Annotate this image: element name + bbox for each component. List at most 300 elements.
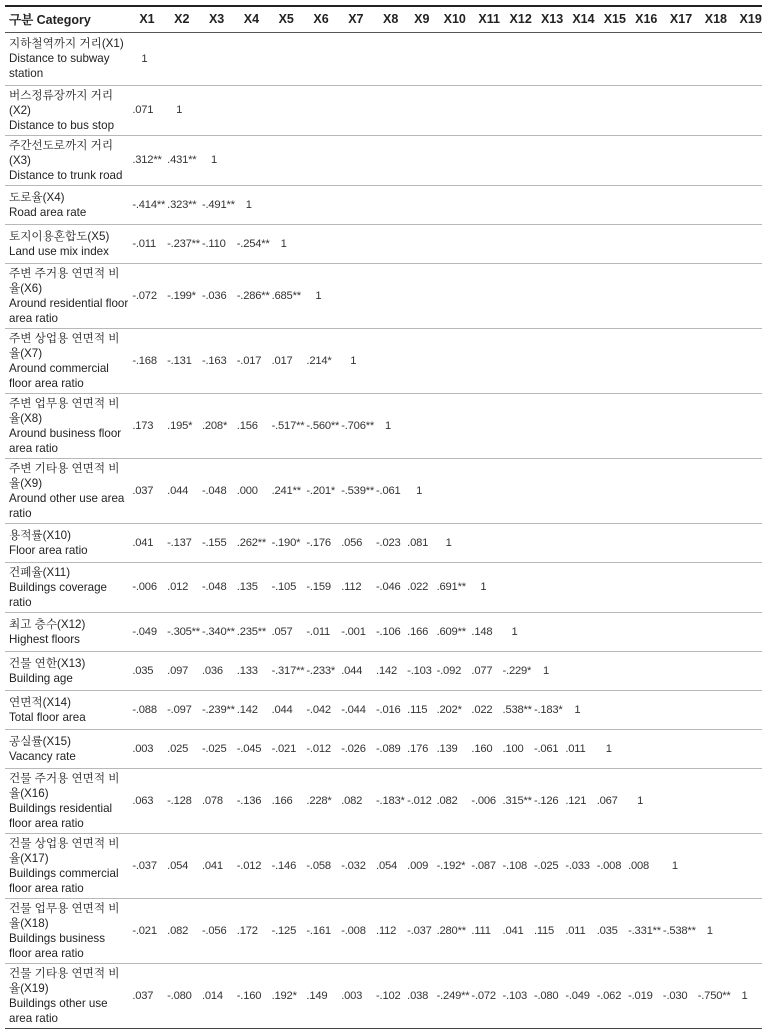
row-label — [5, 458, 130, 523]
table-row — [5, 85, 762, 135]
header-category: 구분 Category — [5, 6, 130, 32]
row-label — [5, 612, 130, 651]
correlation-cell — [661, 612, 696, 651]
correlation-cell — [731, 328, 762, 393]
correlation-cell: .192* — [270, 963, 305, 1028]
correlation-cell: .057 — [270, 612, 305, 651]
header-column: X6 — [304, 6, 339, 32]
correlation-cell — [731, 729, 762, 768]
correlation-cell — [661, 185, 696, 224]
row-label-english: Buildings commercial floor area ratio — [9, 866, 119, 895]
row-label-english: Buildings business floor area ratio — [9, 931, 106, 960]
table-row — [5, 898, 762, 963]
correlation-cell: -.001 — [339, 612, 374, 651]
correlation-cell — [374, 328, 405, 393]
correlation-cell: 1 — [501, 612, 532, 651]
correlation-cell — [501, 185, 532, 224]
header-column: X19 — [731, 6, 762, 32]
correlation-cell — [339, 263, 374, 328]
row-label — [5, 32, 130, 85]
correlation-cell — [661, 393, 696, 458]
correlation-cell — [626, 185, 661, 224]
correlation-table — [5, 5, 762, 1029]
correlation-cell: .082 — [165, 898, 200, 963]
correlation-cell: -.026 — [339, 729, 374, 768]
correlation-cell: .172 — [235, 898, 270, 963]
correlation-cell: -.108 — [501, 833, 532, 898]
table-row — [5, 833, 762, 898]
correlation-cell — [532, 32, 563, 85]
correlation-cell — [626, 729, 661, 768]
correlation-cell — [731, 185, 762, 224]
correlation-cell — [626, 263, 661, 328]
correlation-cell: -.286** — [235, 263, 270, 328]
correlation-cell: -.239** — [200, 690, 235, 729]
correlation-cell: .166 — [405, 612, 434, 651]
correlation-cell: .214* — [304, 328, 339, 393]
row-label-english: Around other use area ratio — [9, 491, 125, 520]
row-label — [5, 135, 130, 185]
correlation-cell: .241** — [270, 458, 305, 523]
correlation-cell — [469, 263, 500, 328]
correlation-cell: .097 — [165, 651, 200, 690]
correlation-cell: .082 — [339, 768, 374, 833]
correlation-cell: -.061 — [374, 458, 405, 523]
correlation-cell — [563, 523, 594, 562]
correlation-cell — [563, 562, 594, 612]
header-column: X14 — [563, 6, 594, 32]
correlation-cell: -.016 — [374, 690, 405, 729]
correlation-cell: -.011 — [130, 224, 165, 263]
correlation-cell: -.080 — [532, 963, 563, 1028]
correlation-cell: -.317** — [270, 651, 305, 690]
correlation-cell: -.168 — [130, 328, 165, 393]
row-label-english: Total floor area — [9, 710, 86, 724]
correlation-cell — [696, 729, 731, 768]
correlation-cell: -.049 — [130, 612, 165, 651]
correlation-cell: -.146 — [270, 833, 305, 898]
correlation-cell — [405, 393, 434, 458]
row-label — [5, 523, 130, 562]
correlation-cell: .082 — [435, 768, 470, 833]
correlation-cell: .017 — [270, 328, 305, 393]
correlation-cell: -.012 — [235, 833, 270, 898]
correlation-cell: 1 — [469, 562, 500, 612]
correlation-cell — [270, 32, 305, 85]
correlation-cell — [235, 32, 270, 85]
correlation-cell — [563, 651, 594, 690]
correlation-cell: 1 — [532, 651, 563, 690]
correlation-cell — [270, 135, 305, 185]
correlation-cell — [532, 263, 563, 328]
correlation-cell: -.042 — [304, 690, 339, 729]
correlation-cell — [501, 458, 532, 523]
correlation-cell: -.340** — [200, 612, 235, 651]
correlation-cell: 1 — [130, 32, 165, 85]
correlation-cell — [405, 328, 434, 393]
correlation-cell — [626, 32, 661, 85]
correlation-cell — [731, 651, 762, 690]
header-column: X10 — [435, 6, 470, 32]
correlation-cell: -.058 — [304, 833, 339, 898]
correlation-cell: 1 — [339, 328, 374, 393]
correlation-cell — [435, 263, 470, 328]
correlation-cell — [731, 224, 762, 263]
correlation-cell — [696, 458, 731, 523]
correlation-cell — [626, 562, 661, 612]
row-label — [5, 393, 130, 458]
row-label-english: Floor area ratio — [9, 543, 88, 557]
correlation-cell: -.106 — [374, 612, 405, 651]
correlation-cell — [661, 32, 696, 85]
correlation-cell: -.097 — [165, 690, 200, 729]
correlation-cell — [595, 32, 626, 85]
correlation-cell: 1 — [270, 224, 305, 263]
correlation-cell: .202* — [435, 690, 470, 729]
correlation-cell — [595, 135, 626, 185]
correlation-cell — [435, 85, 470, 135]
correlation-cell — [405, 263, 434, 328]
table-row — [5, 729, 762, 768]
correlation-cell — [563, 135, 594, 185]
correlation-cell: .111 — [469, 898, 500, 963]
correlation-cell: -.049 — [563, 963, 594, 1028]
correlation-cell — [661, 85, 696, 135]
correlation-cell: -.011 — [304, 612, 339, 651]
row-label — [5, 898, 130, 963]
correlation-cell — [595, 85, 626, 135]
correlation-cell — [626, 328, 661, 393]
correlation-cell — [270, 85, 305, 135]
header-column: X16 — [626, 6, 661, 32]
correlation-cell — [731, 768, 762, 833]
correlation-cell — [563, 224, 594, 263]
correlation-cell — [165, 32, 200, 85]
correlation-cell: -.517** — [270, 393, 305, 458]
correlation-cell: .009 — [405, 833, 434, 898]
row-label-korean: 건물 연한(X13) — [9, 656, 86, 670]
correlation-cell: .044 — [165, 458, 200, 523]
correlation-cell: -.036 — [200, 263, 235, 328]
correlation-cell: .142 — [374, 651, 405, 690]
correlation-cell: .312** — [130, 135, 165, 185]
row-label-english: Around business floor area ratio — [9, 426, 122, 455]
correlation-cell: -.249** — [435, 963, 470, 1028]
correlation-cell — [626, 85, 661, 135]
correlation-cell — [532, 523, 563, 562]
correlation-cell — [469, 393, 500, 458]
correlation-cell: -.012 — [304, 729, 339, 768]
correlation-cell: .044 — [339, 651, 374, 690]
correlation-cell — [405, 85, 434, 135]
correlation-cell: -.019 — [626, 963, 661, 1028]
row-label — [5, 833, 130, 898]
header-column: X4 — [235, 6, 270, 32]
correlation-cell: .112 — [374, 898, 405, 963]
correlation-cell: .037 — [130, 963, 165, 1028]
correlation-cell — [374, 263, 405, 328]
correlation-cell — [661, 562, 696, 612]
correlation-cell: -.006 — [469, 768, 500, 833]
correlation-cell — [731, 898, 762, 963]
correlation-cell: .176 — [405, 729, 434, 768]
row-label — [5, 85, 130, 135]
table-row — [5, 328, 762, 393]
correlation-cell — [696, 768, 731, 833]
correlation-cell — [661, 224, 696, 263]
correlation-cell — [339, 185, 374, 224]
correlation-cell: -.233* — [304, 651, 339, 690]
correlation-cell: -.160 — [235, 963, 270, 1028]
correlation-cell: .280** — [435, 898, 470, 963]
correlation-cell: -.176 — [304, 523, 339, 562]
correlation-cell — [532, 612, 563, 651]
correlation-cell: -.163 — [200, 328, 235, 393]
table-row — [5, 185, 762, 224]
correlation-cell: .228* — [304, 768, 339, 833]
correlation-cell: -.190* — [270, 523, 305, 562]
row-label — [5, 562, 130, 612]
header-column: X11 — [469, 6, 500, 32]
correlation-cell — [435, 224, 470, 263]
header-column: X5 — [270, 6, 305, 32]
header-column: X12 — [501, 6, 532, 32]
row-label-english: Land use mix index — [9, 244, 109, 258]
correlation-cell — [200, 32, 235, 85]
correlation-cell: .115 — [532, 898, 563, 963]
correlation-cell — [595, 263, 626, 328]
correlation-cell — [626, 651, 661, 690]
correlation-cell: -.254** — [235, 224, 270, 263]
correlation-cell: .323** — [165, 185, 200, 224]
correlation-cell — [304, 85, 339, 135]
correlation-cell: -.136 — [235, 768, 270, 833]
correlation-cell: -.048 — [200, 458, 235, 523]
correlation-cell — [235, 135, 270, 185]
correlation-cell: 1 — [374, 393, 405, 458]
correlation-cell: -.192* — [435, 833, 470, 898]
correlation-cell — [731, 85, 762, 135]
correlation-cell: 1 — [661, 833, 696, 898]
correlation-cell: -.012 — [405, 768, 434, 833]
correlation-cell: -.030 — [661, 963, 696, 1028]
correlation-cell: .063 — [130, 768, 165, 833]
row-label — [5, 768, 130, 833]
correlation-cell — [339, 224, 374, 263]
correlation-cell — [469, 32, 500, 85]
correlation-cell — [626, 690, 661, 729]
correlation-cell — [661, 768, 696, 833]
correlation-cell — [696, 393, 731, 458]
header-column: X18 — [696, 6, 731, 32]
correlation-cell — [661, 458, 696, 523]
correlation-cell — [595, 328, 626, 393]
row-label-korean: 연면적(X14) — [9, 695, 71, 709]
correlation-cell — [405, 32, 434, 85]
correlation-cell: 1 — [200, 135, 235, 185]
correlation-cell: .142 — [235, 690, 270, 729]
correlation-cell: 1 — [563, 690, 594, 729]
header-column: X17 — [661, 6, 696, 32]
correlation-cell — [532, 135, 563, 185]
correlation-cell: -.021 — [130, 898, 165, 963]
correlation-cell: -.183* — [374, 768, 405, 833]
correlation-cell: -.331** — [626, 898, 661, 963]
correlation-cell: 1 — [696, 898, 731, 963]
correlation-cell — [501, 224, 532, 263]
correlation-cell: -.032 — [339, 833, 374, 898]
row-label-english: Highest floors — [9, 632, 80, 646]
correlation-cell — [661, 328, 696, 393]
correlation-cell — [501, 523, 532, 562]
row-label-korean: 토지이용혼합도(X5) — [9, 229, 110, 243]
correlation-cell — [661, 135, 696, 185]
correlation-cell — [469, 458, 500, 523]
correlation-cell: -.126 — [532, 768, 563, 833]
table-row — [5, 612, 762, 651]
correlation-cell: .036 — [200, 651, 235, 690]
table-row — [5, 393, 762, 458]
row-label-english: Buildings residential floor area ratio — [9, 801, 113, 830]
correlation-cell — [595, 458, 626, 523]
correlation-cell — [661, 651, 696, 690]
row-label-korean: 주변 업무용 연면적 비율(X8) — [9, 396, 120, 425]
row-label — [5, 690, 130, 729]
correlation-cell: -.183* — [532, 690, 563, 729]
correlation-cell — [731, 135, 762, 185]
table-row — [5, 458, 762, 523]
table-row — [5, 690, 762, 729]
correlation-cell: -.414** — [130, 185, 165, 224]
correlation-cell: -.538** — [661, 898, 696, 963]
correlation-cell: -.161 — [304, 898, 339, 963]
correlation-cell — [563, 458, 594, 523]
correlation-cell: -.229* — [501, 651, 532, 690]
correlation-cell — [661, 263, 696, 328]
row-label-english: Around commercial floor area ratio — [9, 361, 109, 390]
correlation-cell — [731, 523, 762, 562]
correlation-cell — [696, 690, 731, 729]
correlation-cell: .067 — [595, 768, 626, 833]
correlation-cell: .071 — [130, 85, 165, 135]
header-column: X15 — [595, 6, 626, 32]
correlation-cell — [501, 562, 532, 612]
correlation-cell: .100 — [501, 729, 532, 768]
correlation-cell: -.044 — [339, 690, 374, 729]
correlation-cell — [304, 224, 339, 263]
correlation-cell — [696, 612, 731, 651]
correlation-cell: .135 — [235, 562, 270, 612]
correlation-cell — [626, 612, 661, 651]
correlation-cell: .000 — [235, 458, 270, 523]
correlation-cell: .609** — [435, 612, 470, 651]
correlation-cell — [405, 135, 434, 185]
row-label-korean: 공실률(X15) — [9, 734, 71, 748]
correlation-cell: .315** — [501, 768, 532, 833]
correlation-cell — [595, 393, 626, 458]
correlation-cell: .054 — [165, 833, 200, 898]
row-label-english: Distance to trunk road — [9, 168, 123, 182]
correlation-cell: .035 — [130, 651, 165, 690]
correlation-cell — [563, 85, 594, 135]
row-label-korean: 주변 주거용 연면적 비율(X6) — [9, 266, 120, 295]
correlation-cell — [696, 224, 731, 263]
correlation-cell: -.155 — [200, 523, 235, 562]
correlation-cell: -.056 — [200, 898, 235, 963]
correlation-cell: .008 — [626, 833, 661, 898]
table-row — [5, 135, 762, 185]
row-label-korean: 건물 기타용 연면적 비율(X19) — [9, 966, 120, 995]
header-column: X2 — [165, 6, 200, 32]
correlation-cell: -.048 — [200, 562, 235, 612]
correlation-cell: -.080 — [165, 963, 200, 1028]
correlation-cell — [270, 185, 305, 224]
correlation-cell: 1 — [626, 768, 661, 833]
correlation-cell — [696, 651, 731, 690]
correlation-cell: .012 — [165, 562, 200, 612]
row-label-english: Building age — [9, 671, 73, 685]
correlation-cell: .685** — [270, 263, 305, 328]
correlation-cell — [374, 185, 405, 224]
correlation-cell: -.008 — [595, 833, 626, 898]
header-column: X1 — [130, 6, 165, 32]
correlation-cell: 1 — [165, 85, 200, 135]
correlation-cell: .014 — [200, 963, 235, 1028]
correlation-cell: 1 — [595, 729, 626, 768]
correlation-cell: -.103 — [501, 963, 532, 1028]
correlation-cell — [595, 690, 626, 729]
correlation-cell — [501, 32, 532, 85]
correlation-cell — [304, 185, 339, 224]
table-row — [5, 768, 762, 833]
correlation-cell: -.750** — [696, 963, 731, 1028]
correlation-cell: -.539** — [339, 458, 374, 523]
correlation-cell — [563, 263, 594, 328]
correlation-cell: .112 — [339, 562, 374, 612]
correlation-cell: .173 — [130, 393, 165, 458]
header-column: X9 — [405, 6, 434, 32]
row-label-korean: 도로율(X4) — [9, 190, 65, 204]
correlation-cell — [696, 833, 731, 898]
row-label-english: Buildings other use area ratio — [9, 996, 108, 1025]
correlation-cell — [626, 458, 661, 523]
correlation-cell — [200, 85, 235, 135]
correlation-cell: -.305** — [165, 612, 200, 651]
correlation-cell — [661, 729, 696, 768]
correlation-cell — [595, 562, 626, 612]
correlation-cell: -.072 — [130, 263, 165, 328]
correlation-cell: -.046 — [374, 562, 405, 612]
row-label — [5, 263, 130, 328]
table-row — [5, 562, 762, 612]
row-label-english: Distance to bus stop — [9, 118, 115, 132]
correlation-cell: .025 — [165, 729, 200, 768]
correlation-cell — [532, 85, 563, 135]
correlation-cell: .022 — [469, 690, 500, 729]
correlation-cell — [501, 85, 532, 135]
row-label — [5, 651, 130, 690]
correlation-cell — [626, 393, 661, 458]
row-label — [5, 224, 130, 263]
correlation-cell — [661, 523, 696, 562]
correlation-cell: 1 — [731, 963, 762, 1028]
correlation-cell — [532, 224, 563, 263]
correlation-cell: -.025 — [532, 833, 563, 898]
correlation-cell: .160 — [469, 729, 500, 768]
correlation-cell — [595, 651, 626, 690]
correlation-cell — [626, 135, 661, 185]
correlation-cell: .262** — [235, 523, 270, 562]
